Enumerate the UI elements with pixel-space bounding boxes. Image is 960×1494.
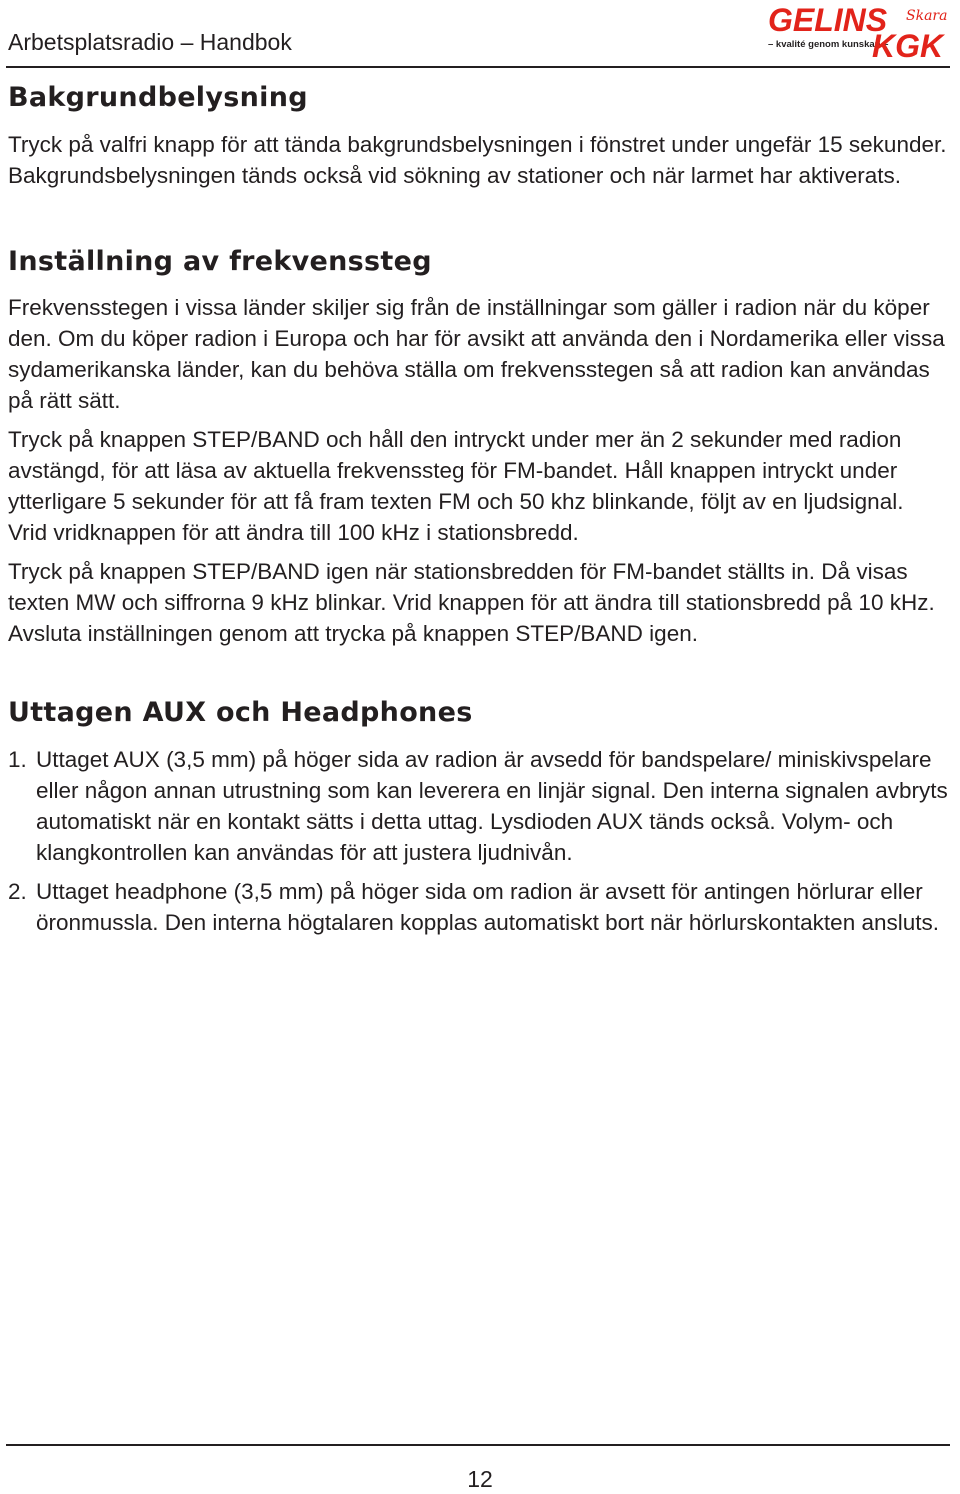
logo-brand-top: GELINS (768, 2, 888, 38)
section-frequency-step-paragraph-2: Tryck på knappen STEP/BAND och håll den intryckt under mer än 2 sekunder med radion avstängd, för att läsa av aktuella frekvenssteg för FM-bandet. Håll knappen intryckt under ytterligare 5 sekunder för att få fram texten FM och 50 khz blinkande, följt av en ljudsignal. Vrid vridknappen för att ändra till 100 kHz i stationsbredd. (8, 427, 904, 545)
section-frequency-step-paragraph-3: Tryck på knappen STEP/BAND igen när stationsbredden för FM-bandet ställts in. Då visas texten MW och siffrorna 9 kHz blinkar. Vrid knappen för att ändra till stationsbredd på 10 kHz. Avsluta inställningen genom att trycka på knappen STEP/BAND igen. (8, 559, 935, 646)
list-item (8, 876, 948, 938)
gelins-kgk-logo (766, 2, 954, 62)
footer-divider (6, 1444, 950, 1446)
section-title-frequency-step: Inställning av frekvenssteg (8, 246, 432, 277)
list-item-number: 1. (8, 747, 27, 772)
section-backlight (8, 80, 948, 191)
logo-tagline: – kvalité genom kunskap – (768, 39, 889, 50)
list-item-text: Uttaget AUX (3,5 mm) på höger sida av radion är avsedd för bandspelare/ miniskivspelare eller någon annan utrustning som kan leverera en linjär signal. Den interna signalen avbryts automatiskt när en kontakt sätts i detta uttag. Lysdioden AUX tänds också. Volym- och klangkontrollen kan användas för att justera ljudnivån. (36, 747, 948, 865)
section-aux-headphones (8, 695, 948, 938)
document-title: Arbetsplatsradio – Handbok (8, 29, 292, 55)
header-divider (6, 66, 950, 68)
section-frequency-step (8, 244, 948, 649)
section-backlight-paragraph: Tryck på valfri knapp för att tända bakgrundsbelysningen i fönstret under ungefär 15 sekunder. Bakgrundsbelysningen tänds också vid sökning av stationer och när larmet har aktiverats. (8, 132, 947, 188)
section-title-backlight: Bakgrundbelysning (8, 82, 308, 113)
page-header (0, 0, 960, 70)
section-frequency-step-paragraph-1: Frekvensstegen i vissa länder skiljer sig från de inställningar som gäller i radion när du köper den. Om du köper radion i Europa och har för avsikt att använda den i Nordamerika eller vissa sydamerikanska länder, kan du behöva ställa om frekvensstegen så att radion kan användas på rätt sätt. (8, 295, 945, 413)
list-item-number: 2. (8, 879, 27, 904)
logo-brand-bottom: KGK (872, 28, 944, 62)
list-item (8, 744, 948, 868)
logo-brand-script: Skara (906, 8, 948, 24)
section-title-aux-headphones: Uttagen AUX och Headphones (8, 697, 473, 728)
page-number: 12 (467, 1466, 493, 1492)
page-content (8, 78, 948, 946)
aux-headphones-list (8, 744, 948, 938)
list-item-text: Uttaget headphone (3,5 mm) på höger sida om radion är avsett för antingen hörlurar eller öronmussla. Den interna högtalaren kopplas automatiskt bort när hörlurskontakten ansluts. (36, 879, 939, 935)
